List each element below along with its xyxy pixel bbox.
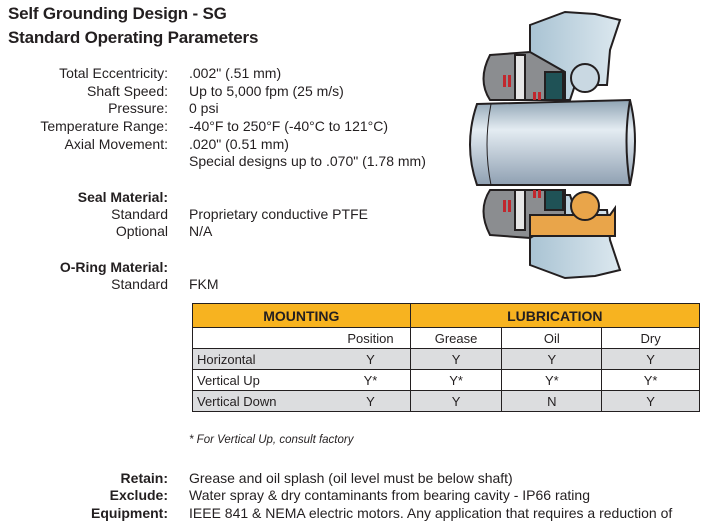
param-row: Pressure: 0 psi [108,100,219,116]
seal-material-heading: Seal Material: [77,189,168,205]
title-line-1: Self Grounding Design - SG [8,4,227,23]
oring-material-heading: O-Ring Material: [59,259,168,275]
title-line-2: Standard Operating Parameters [8,28,259,47]
param-row: Axial Movement: .020" (0.51 mm) [64,136,289,152]
group-header-row [193,304,700,328]
exclude-row: Exclude: Water spray & dry contaminants from bearing cavity - IP66 rating [109,487,590,503]
oring-standard-row: Standard FKM [111,276,219,292]
seal-cross-section-illustration [455,0,713,290]
retain-row: Retain: Grease and oil splash (oil level must be below shaft) [120,470,513,486]
table-row: Vertical Down Y Y N Y [193,391,700,412]
lubrication-header: LUBRICATION [410,304,699,328]
param-row: Special designs up to .070" (1.78 mm) [189,153,426,169]
param-row: Temperature Range: -40°F to 250°F (-40°C to 121°C) [40,118,389,134]
footnote: * For Vertical Up, consult factory [189,434,354,446]
mounting-header: MOUNTING [193,304,411,328]
equipment-row: Equipment: IEEE 841 & NEMA electric motors. Any application that requires a reduction of [91,505,673,521]
seal-optional-row: Optional N/A [115,223,213,239]
table-row: Horizontal Y Y Y Y [193,349,700,370]
param-row: Total Eccentricity: .002" (.51 mm) [59,65,282,81]
seal-standard-row: Standard Proprietary conductive PTFE [111,206,368,222]
column-header-row: Position Grease Oil Dry [193,328,700,349]
param-row: Shaft Speed: Up to 5,000 fpm (25 m/s) [87,83,344,99]
table-row: Vertical Up Y* Y* Y* Y* [193,370,700,391]
mounting-lubrication-table [192,303,700,412]
shaft-icon [470,100,635,185]
bearing-ball-icon [571,64,599,92]
